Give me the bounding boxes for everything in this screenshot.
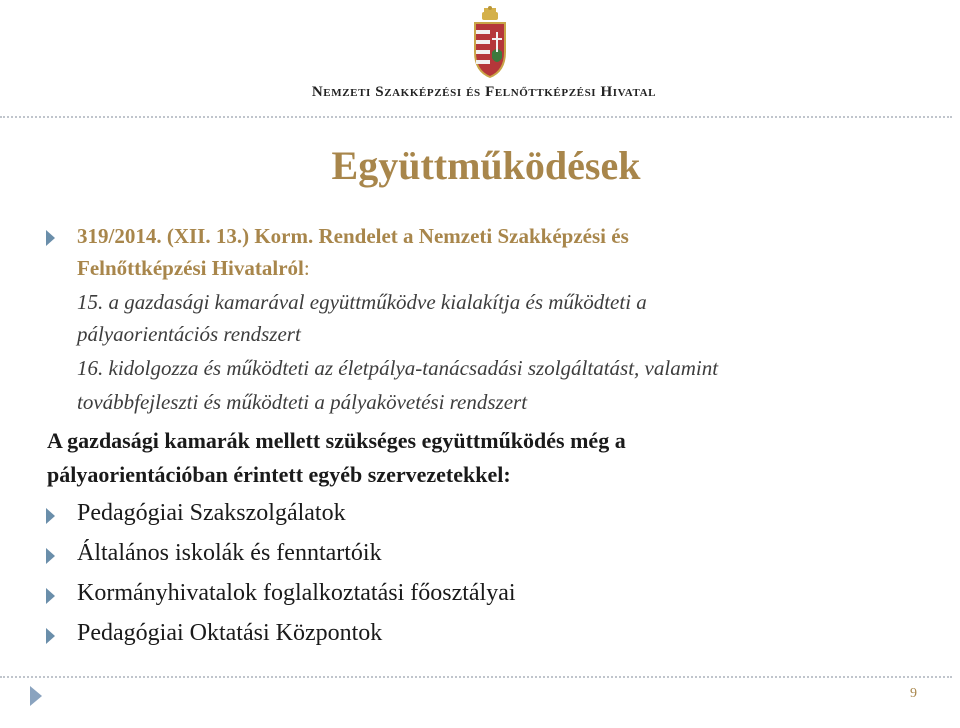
list-item: Pedagógiai Oktatási Központok	[77, 620, 383, 646]
next-slide-arrow-icon[interactable]	[30, 686, 42, 706]
clause-16-line-1: 16. kidolgozza és működteti az életpálya-tanácsadási szolgáltatást, valamint	[77, 356, 719, 380]
clause-16-line-2: továbbfejleszti és működteti a pályakövetési rendszert	[77, 390, 528, 414]
bullet-arrow-icon	[46, 628, 55, 644]
organization-name: Nemzeti Szakképzési és Felnőttképzési Hivatal	[311, 84, 657, 100]
bullet-arrow-icon	[46, 508, 55, 524]
cooperation-intro-line-1: A gazdasági kamarák mellett szükséges együttműködés még a	[47, 428, 626, 453]
list-item: Általános iskolák és fenntartóik	[77, 540, 382, 566]
clause-15-line-1: 15. a gazdasági kamarával együttműködve kialakítja és működteti a	[77, 290, 647, 314]
bullet-arrow-icon	[46, 548, 55, 564]
footer-divider	[0, 676, 952, 678]
law-reference-colon: :	[303, 256, 310, 280]
bullet-arrow-icon	[46, 230, 55, 246]
bullet-arrow-icon	[46, 588, 55, 604]
law-reference-line-2	[77, 256, 310, 281]
cooperation-intro-line-2: pályaorientációban érintett egyéb szervezetekkel:	[47, 462, 511, 487]
clause-15-line-2: pályaorientációs rendszert	[77, 322, 301, 346]
list-item: Kormányhivatalok foglalkoztatási főosztályai	[77, 580, 516, 606]
law-reference-title: Felnőttképzési Hivatalról	[77, 256, 304, 280]
slide-title: Együttműködések	[331, 143, 641, 188]
law-reference-line-1: 319/2014. (XII. 13.) Korm. Rendelet a Nemzeti Szakképzési és	[77, 224, 629, 248]
list-item: Pedagógiai Szakszolgálatok	[77, 500, 346, 526]
page-number: 9	[910, 686, 917, 701]
